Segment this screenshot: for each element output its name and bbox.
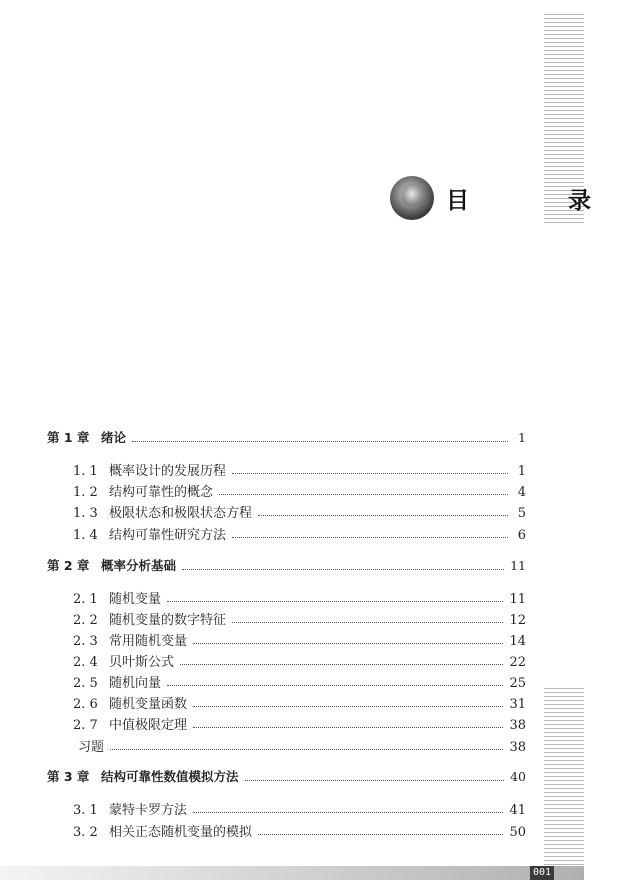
section-number: 1. 4: [73, 528, 98, 543]
dot-leader: [132, 440, 508, 442]
toc-chapter-2[interactable]: [47, 556, 526, 576]
chapter-number: 第 1 章: [47, 430, 90, 445]
section-number: 1. 2: [73, 485, 98, 500]
dot-leader: [219, 493, 508, 495]
chapter-title: 绪论: [101, 430, 127, 445]
page-number: 14: [509, 634, 526, 649]
section-number: 2. 4: [73, 655, 98, 670]
page-number: 11: [509, 592, 526, 607]
dot-leader: [180, 663, 503, 665]
page-number: 25: [509, 676, 526, 691]
section-number: 2. 2: [73, 613, 98, 628]
dot-leader: [193, 642, 503, 644]
section-title: 随机向量: [109, 676, 162, 691]
chapter-title: 概率分析基础: [101, 558, 177, 573]
section-title: 贝叶斯公式: [109, 655, 175, 670]
exercise-title: 习题: [78, 740, 105, 755]
section-number: 2. 1: [73, 592, 98, 607]
section-title: 极限状态和极限状态方程: [109, 506, 253, 521]
toc-section-1-3[interactable]: [73, 502, 526, 522]
page-number: 5: [517, 506, 526, 521]
contents-heading: [390, 176, 629, 222]
lion-emblem-icon: [390, 176, 434, 220]
toc-exercises-2[interactable]: [78, 736, 526, 756]
chapter-title: 结构可靠性数值模拟方法: [101, 769, 239, 784]
section-number: 3. 1: [73, 803, 98, 818]
page-number: 1: [518, 430, 526, 445]
page-number: 1: [517, 464, 526, 479]
dot-leader: [258, 514, 508, 516]
toc-section-1-1[interactable]: [73, 460, 526, 480]
page-number-badge: 001: [530, 866, 554, 880]
toc-section-2-4[interactable]: [73, 651, 526, 671]
section-title: 概率设计的发展历程: [109, 464, 227, 479]
toc-section-2-1[interactable]: [73, 588, 526, 608]
section-number: 1. 1: [73, 464, 98, 479]
page-number: 11: [510, 558, 526, 573]
toc-section-3-1[interactable]: [73, 799, 526, 819]
page-number: 4: [517, 485, 526, 500]
contents-title: 目 录: [446, 188, 629, 214]
toc-section-2-5[interactable]: [73, 672, 526, 692]
section-number: 2. 6: [73, 697, 98, 712]
section-title: 蒙特卡罗方法: [109, 803, 188, 818]
chapter-number: 第 3 章: [47, 769, 90, 784]
dot-leader: [110, 748, 503, 750]
dot-leader: [167, 600, 503, 602]
section-title: 结构可靠性研究方法: [109, 528, 227, 543]
page-number: 50: [509, 825, 526, 840]
toc-section-2-3[interactable]: [73, 630, 526, 650]
toc-chapter-1[interactable]: [47, 428, 526, 448]
dot-leader: [167, 684, 503, 686]
section-title: 相关正态随机变量的模拟: [109, 825, 253, 840]
section-title: 结构可靠性的概念: [109, 485, 214, 500]
dot-leader: [232, 536, 508, 538]
dot-leader: [232, 621, 503, 623]
section-number: 2. 3: [73, 634, 98, 649]
page-number: 31: [509, 697, 526, 712]
decorative-stripes-bottom: [544, 688, 584, 868]
footer-bar: [0, 866, 584, 880]
section-title: 常用随机变量: [109, 634, 188, 649]
chapter-number: 第 2 章: [47, 558, 90, 573]
page-number: 41: [509, 803, 526, 818]
dot-leader: [245, 779, 505, 781]
section-number: 3. 2: [73, 825, 98, 840]
toc-section-2-2[interactable]: [73, 609, 526, 629]
page-number: 38: [509, 718, 526, 733]
dot-leader: [258, 833, 503, 835]
section-number: 2. 5: [73, 676, 98, 691]
section-title: 随机变量: [109, 592, 162, 607]
toc-section-1-4[interactable]: [73, 524, 526, 544]
section-title: 随机变量函数: [109, 697, 188, 712]
dot-leader: [193, 726, 503, 728]
section-number: 1. 3: [73, 506, 98, 521]
toc-chapter-3[interactable]: [47, 767, 526, 787]
page-number: 38: [509, 740, 526, 755]
toc-section-3-2[interactable]: [73, 821, 526, 841]
page-number: 6: [517, 528, 526, 543]
dot-leader: [182, 568, 504, 570]
section-title: 随机变量的数字特征: [109, 613, 227, 628]
section-number: 2. 7: [73, 718, 98, 733]
toc-section-2-6[interactable]: [73, 693, 526, 713]
dot-leader: [193, 705, 503, 707]
dot-leader: [193, 811, 503, 813]
page-number: 12: [509, 613, 526, 628]
page-number: 22: [509, 655, 526, 670]
section-title: 中值极限定理: [109, 718, 188, 733]
toc-section-2-7[interactable]: [73, 714, 526, 734]
page-number: 40: [510, 769, 526, 784]
toc-section-1-2[interactable]: [73, 481, 526, 501]
dot-leader: [232, 472, 508, 474]
